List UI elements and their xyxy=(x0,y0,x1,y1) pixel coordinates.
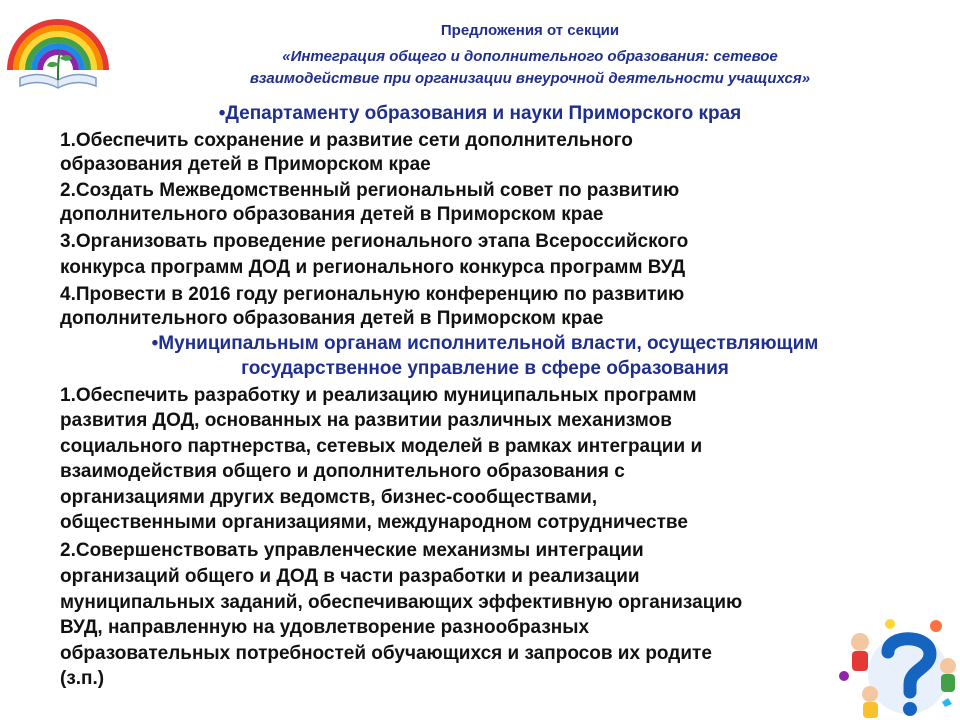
section1-line: 3.Организовать проведение регионального этапа Всероссийского xyxy=(60,231,689,252)
header xyxy=(130,20,930,90)
children-question-mark-icon xyxy=(830,612,960,720)
section1-line: дополнительного образования детей в Приморском крае xyxy=(60,204,604,225)
section1-line: конкурса программ ДОД и регионального конкурса программ ВУД xyxy=(60,257,686,278)
section2-line: 2.Совершенствовать управленческие механизмы интеграции xyxy=(60,540,644,561)
section1-line: 1.Обеспечить сохранение и развитие сети дополнительного xyxy=(60,130,633,151)
header-title: Предложения от секции xyxy=(440,22,620,39)
section2-heading-line-2: государственное управление в сфере образования xyxy=(241,358,729,379)
section2-line: организациями других ведомств, бизнес-сообществами, xyxy=(60,487,598,508)
section2-heading-line-1: •Муниципальным органам исполнительной власти, осуществляющим xyxy=(151,333,819,354)
section2-line: образовательных потребностей обучающихся и запросов их родите xyxy=(60,643,712,664)
section1-line: 4.Провести в 2016 году региональную конференцию по развитию xyxy=(60,284,685,305)
section2-line: социального партнерства, сетевых моделей в рамках интеграции и xyxy=(60,436,703,457)
section2-line: общественными организациями, международном сотрудничестве xyxy=(60,512,688,533)
section2-line: развития ДОД, основанных на развитии различных механизмов xyxy=(60,410,672,431)
section2-line: 1.Обеспечить разработку и реализацию муниципальных программ xyxy=(60,385,697,406)
section2-line: муниципальных заданий, обеспечивающих эффективную организацию xyxy=(60,592,743,613)
section2-line: (з.п.) xyxy=(60,668,105,689)
rainbow-book-logo-icon xyxy=(0,0,120,95)
header-subtitle-line-2: взаимодействие при организации внеурочной деятельности учащихся» xyxy=(249,70,811,87)
section1-line: 2.Создать Межведомственный региональный совет по развитию xyxy=(60,180,680,201)
section2-line: организаций общего и ДОД в части разработки и реализации xyxy=(60,566,640,587)
section2-line: ВУД, направленную на удовлетворение разнообразных xyxy=(60,617,590,638)
section1-line: образования детей в Приморском крае xyxy=(60,154,431,175)
section2-line: взаимодействия общего и дополнительного образования с xyxy=(60,461,625,482)
section1-heading: •Департаменту образования и науки Приморского края xyxy=(218,103,742,124)
header-subtitle-line-1: «Интеграция общего и дополнительного образования: сетевое xyxy=(282,48,778,65)
section1-line: дополнительного образования детей в Приморском крае xyxy=(60,308,604,329)
